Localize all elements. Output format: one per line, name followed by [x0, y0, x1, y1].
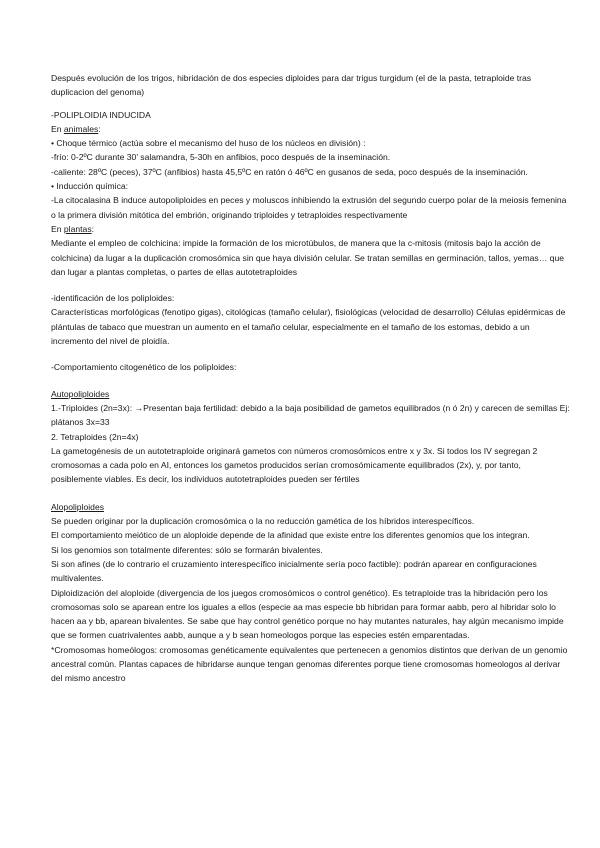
en-plantas-suffix: :: [91, 223, 95, 234]
en-plantas-word: plantas: [63, 223, 92, 234]
induccion-quimica-item: • Inducción química:: [51, 181, 129, 192]
en-animales-prefix: En: [51, 123, 64, 134]
en-animales-word: animales: [63, 123, 99, 134]
triploides-paragraph: 1.-Triploides (2n=3x): →Presentan baja fertilidad: debido a la baja posibilidad de gametos equilibrados (n ó 2n) y carecen de semillas Ej: plátanos 3x=33: [51, 402, 570, 428]
spacer: [51, 100, 571, 108]
spacer: [51, 279, 571, 291]
caliente-item: -caliente: 28ºC (peces), 37ºC (anfibios) hasta 45,5ºC en ratón ó 46ºC en gusanos de seda, poco después de la inseminación.: [51, 166, 528, 177]
en-animales-suffix: :: [98, 123, 101, 134]
document-page: [51, 71, 571, 686]
gametogenesis-paragraph: La gametogénesis de un autotetraploide originará gametos con números cromosómicos entre x y 3x. Si todos los IV segregan 2 cromosomas a cada polo en AI, entonces los gametos producidos serían cromosómicamente equilibrados (2x), y, por tanto, posiblemente viables. Es decir, los individuos autotetraploides pueden ser fértiles: [51, 445, 538, 485]
autopoliploides-heading: Autopoliploides: [51, 388, 110, 399]
frio-item: -frío: 0-2ºC durante 30’ salamandra, 5-30h en anfibios, poco después de la inseminación.: [51, 152, 391, 163]
originar-paragraph: Se pueden originar por la duplicación cromosómica o la no reducción gamética de los híbridos interespecíficos.: [51, 516, 475, 527]
choque-termico-item: • Choque térmico (actúa sobre el mecanismo del huso de los núcleos en división) :: [51, 138, 366, 149]
poliploidia-inducida-heading: -POLIPLOIDIA INDUCIDA: [51, 109, 151, 120]
spacer: [51, 375, 571, 387]
intro-paragraph: Después evolución de los trigos, hibridación de dos especies diploides para dar trigus turgidum (el de la pasta, tetraploide tras duplicacion del genoma): [51, 73, 532, 98]
en-plantas-subheading: [51, 222, 571, 236]
spacer: [51, 487, 571, 500]
si-diferentes-paragraph: Si los genomios son totalmente diferentes: sólo se formarán bivalentes.: [51, 544, 323, 555]
spacer: [51, 348, 571, 360]
si-afines-paragraph: Si son afines (de lo contrario el cruzamiento interespecífico inicialmente sería poco factible): podrán aparear en configuraciones multivalentes.: [51, 558, 537, 584]
identificacion-heading: -identificación de los poliploides:: [51, 293, 175, 304]
alopoliploides-heading: Alopoliploides: [51, 501, 105, 512]
comportamiento-meiotico-paragraph: El comportamiento meiótico de un aloploide depende de la afinidad que existe entre los diferentes genomios que los integran.: [51, 530, 530, 541]
caracteristicas-paragraph: Características morfológicas (fenotipo gigas), citológicas (tamaño celular), fisiológicas (velocidad de desarrollo) Células epidérmicas de plántulas de tabaco que muestran un aumento en el tamaño celular, especialmente en el tamaño de los estomas, debido a un incremento del nivel de ploidía.: [51, 307, 566, 347]
diploidizacion-paragraph: Diploidización del aloploide (divergencia de los juegos cromosómicos o control genético). Es tetraploide tras la hibridación pero los cromosomas solo se aparean entre los iguales a ellos (especie aa mas especie bb hibridan para formar aabb, pero al hibridar solo lo hacen aa y bb, aparean bivalentes. Se sabe que hay control genético porque no hay mutantes naturales, hay algún mecanismo impide que se formen cuatrivalentes aabb, aunque a y b sean homeologos porque las especies estén emparentadas.: [51, 587, 564, 641]
comportamiento-heading: -Comportamiento citogenético de los poliploides:: [51, 362, 237, 373]
tetraploides-item: 2. Tetraploides (2n=4x): [51, 431, 139, 442]
en-plantas-prefix: En: [51, 223, 64, 234]
homeologos-paragraph: *Cromosomas homeólogos: cromosomas genéticamente equivalentes que pertenecen a genomios distintos que derivan de un genomio ancestral común. Plantas capaces de hibridarse aunque tengan genomas diferentes porque tiene cromosomas homeologos al derivar del mismo ancestro: [51, 644, 568, 684]
colchicina-paragraph: Mediante el empleo de colchicina: impide la formación de los microtúbulos, de manera que la c-mitosis (mitosis bajo la acción de colchicina) da lugar a la duplicación cromosómica sin que haya división celular. Se tratan semillas en germinación, tallos, yemas… que dan lugar a plantas completas, o partes de ellas autotetraploides: [51, 238, 565, 277]
citocalasina-paragraph: -La citocalasina B induce autopoliploides en peces y moluscos inhibiendo la extrusión del segundo cuerpo polar de la meiosis femenina o la primera división mitótica del embrión, originando triploides y tetraploides respectivamente: [51, 195, 567, 220]
en-animales-subheading: [51, 122, 571, 136]
